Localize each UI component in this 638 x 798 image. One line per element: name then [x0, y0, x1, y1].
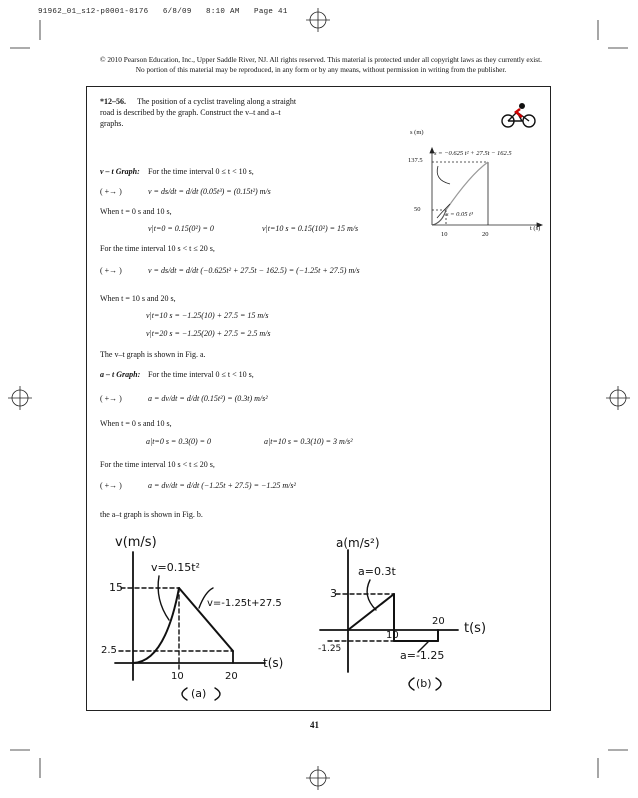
a-at-0: a|t=0 s = 0.3(0) = 0 — [146, 437, 212, 446]
vt-when-2: When t = 10 s and 20 s, — [100, 294, 176, 303]
direction-symbol-3: ( +→ ) — [100, 394, 122, 403]
problem-number: *12–56. — [100, 97, 126, 106]
vt-heading: v – t Graph: — [100, 167, 140, 176]
s-tick-137-5: 137.5 — [408, 157, 423, 164]
curve-label-quadratic: s = −0.625 t² + 27.5t − 162.5 — [434, 150, 512, 157]
at-shown: the a–t graph is shown in Fig. b. — [100, 510, 203, 519]
print-slug: 91962_01_s12-p0001-0176 6/8/09 8:10 AM Page 41 — [38, 8, 288, 16]
fig-a-x-label: t(s) — [263, 656, 284, 670]
at-interval-1: For the time interval 0 ≤ t < 10 s, — [148, 370, 254, 379]
at-when-1: When t = 0 s and 10 s, — [100, 419, 172, 428]
a-at-10: a|t=10 s = 0.3(10) = 3 m/s² — [264, 437, 353, 446]
problem-text-1: The position of a cyclist traveling along a straight — [137, 97, 297, 106]
curve-label-cubic: s = 0.05 t³ — [446, 211, 473, 218]
fig-a-caption: (a) — [191, 687, 207, 700]
fig-b-y-label: a(m/s²) — [336, 536, 380, 550]
fig-a-tick-10: 10 — [171, 671, 184, 682]
fig-b-tick-3: 3 — [330, 587, 337, 600]
t-tick-20: 20 — [482, 231, 489, 238]
page-number: 41 — [310, 720, 319, 730]
t-tick-10: 10 — [441, 231, 448, 238]
vt-equation-2: v = ds/dt = d/dt (−0.625t² + 27.5t − 162.5) = (−1.25t + 27.5) m/s — [148, 266, 360, 275]
v-at-20: v|t=20 s = −1.25(20) + 27.5 = 2.5 m/s — [146, 329, 271, 338]
cyclist-icon — [500, 102, 538, 128]
s-axis-label: s (m) — [410, 129, 424, 136]
vt-interval-2: For the time interval 10 s < t ≤ 20 s, — [100, 244, 215, 253]
vt-when-1: When t = 0 s and 10 s, — [100, 207, 172, 216]
fig-b-caption: (b) — [416, 677, 432, 690]
at-equation-1: a = dv/dt = d/dt (0.15t²) = (0.3t) m/s² — [148, 394, 268, 403]
fig-b-tick-10: 10 — [386, 630, 399, 641]
v-at-0: v|t=0 = 0.15(0²) = 0 — [148, 224, 214, 233]
fig-b-label-constant: a=-1.25 — [400, 649, 445, 662]
fig-b-tick-20: 20 — [432, 616, 445, 627]
fig-a-label-parabola: v=0.15t² — [151, 561, 200, 574]
vt-interval-1: For the time interval 0 ≤ t < 10 s, — [148, 167, 254, 176]
fig-a-tick-20: 20 — [225, 671, 238, 682]
s-tick-50: 50 — [414, 206, 421, 213]
figure-a-vt-graph — [95, 530, 315, 710]
v-at-10-b: v|t=10 s = −1.25(10) + 27.5 = 15 m/s — [146, 311, 269, 320]
given-s-t-graph — [390, 120, 550, 245]
direction-symbol-2: ( +→ ) — [100, 266, 122, 275]
at-interval-2: For the time interval 10 s < t ≤ 20 s, — [100, 460, 215, 469]
vt-equation-1: v = ds/dt = d/dt (0.05t³) = (0.15t²) m/s — [148, 187, 271, 196]
v-at-10: v|t=10 s = 0.15(10²) = 15 m/s — [262, 224, 359, 233]
problem-text-2: road is described by the graph. Construct the v–t and a–t — [100, 108, 281, 117]
t-axis-label: t (s) — [530, 225, 541, 232]
fig-b-tick-neg-1-25: -1.25 — [318, 644, 342, 654]
direction-symbol-1: ( +→ ) — [100, 187, 122, 196]
problem-text-3: graphs. — [100, 119, 124, 128]
vt-shown: The v–t graph is shown in Fig. a. — [100, 350, 206, 359]
fig-b-label-linear: a=0.3t — [358, 565, 396, 578]
fig-a-tick-2-5: 2.5 — [101, 645, 117, 656]
direction-symbol-4: ( +→ ) — [100, 481, 122, 490]
at-heading: a – t Graph: — [100, 370, 141, 379]
figure-b-at-graph — [318, 530, 543, 710]
figure-a-drawing — [95, 530, 315, 710]
at-equation-2: a = dv/dt = d/dt (−1.25t + 27.5) = −1.25 m/s² — [148, 481, 296, 490]
fig-a-label-linear: v=-1.25t+27.5 — [207, 598, 282, 609]
copyright-notice: © 2010 Pearson Education, Inc., Upper Saddle River, NJ. All rights reserved. This material is protected under all copyright laws as they currently exist. No portion of this material may be reproduced, in any form or by any means, without permission in writing from the publisher. — [99, 55, 542, 74]
fig-a-tick-15: 15 — [109, 581, 123, 594]
s-t-graph-drawing — [390, 120, 550, 245]
fig-a-y-label: v(m/s) — [115, 535, 157, 550]
fig-b-x-label: t(s) — [464, 621, 487, 636]
